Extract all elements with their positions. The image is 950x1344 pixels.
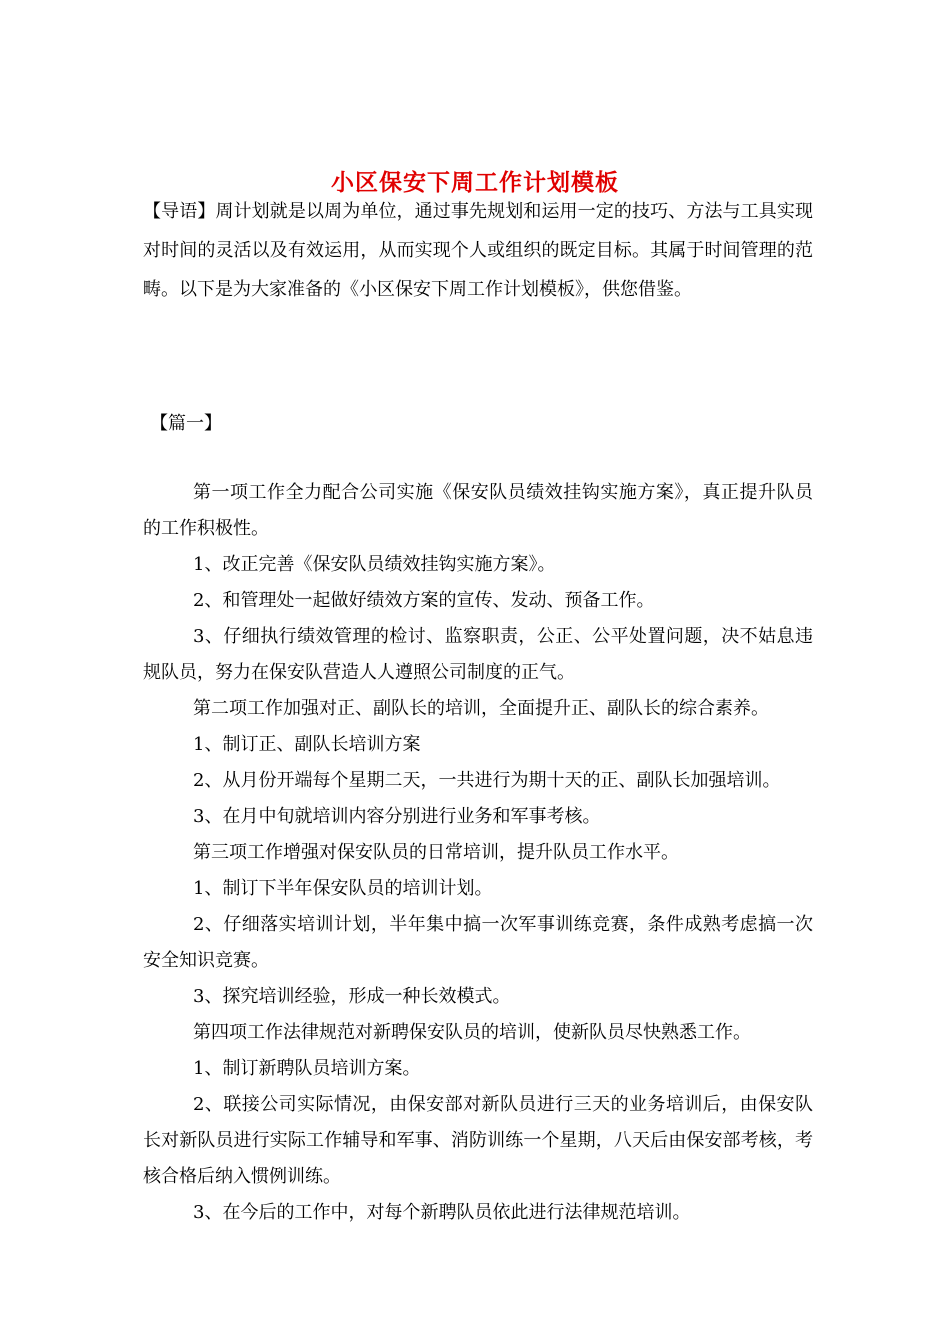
intro-paragraph: 【导语】周计划就是以周为单位，通过事先规划和运用一定的技巧、方法与工具实现对时间的灵活以及有效运用，从而实现个人或组织的既定目标。其属于时间管理的范畴。以下是为大家准备的《小区保安下周工作计划模板》，供您借鉴。 <box>143 201 813 300</box>
paragraph: 3、在今后的工作中，对每个新聘队员依此进行法律规范培训。 <box>193 1202 691 1223</box>
paragraph: 2、仔细落实培训计划，半年集中搞一次军事训练竞赛，条件成熟考虑搞一次安全知识竞赛。 <box>143 914 813 971</box>
body-text <box>143 475 813 1231</box>
paragraph: 2、和管理处一起做好绩效方案的宣传、发动、预备工作。 <box>193 590 655 611</box>
paragraph: 1、制订下半年保安队员的培训计划。 <box>193 878 493 899</box>
paragraph: 2、联接公司实际情况，由保安部对新队员进行三天的业务培训后，由保安队长对新队员进行实际工作辅导和军事、消防训练一个星期，八天后由保安部考核，考核合格后纳入惯例训练。 <box>143 1094 813 1187</box>
paragraph: 3、仔细执行绩效管理的检讨、监察职责，公正、公平处置问题，决不姑息违规队员，努力在保安队营造人人遵照公司制度的正气。 <box>143 626 813 683</box>
paragraph: 第二项工作加强对正、副队长的培训，全面提升正、副队长的综合素养。 <box>193 698 769 719</box>
paragraph: 1、制订新聘队员培训方案。 <box>193 1058 421 1079</box>
section-heading: 【篇一】 <box>150 413 222 434</box>
paragraph: 2、从月份开端每个星期二天，一共进行为期十天的正、副队长加强培训。 <box>193 770 781 791</box>
paragraph: 3、探究培训经验，形成一种长效模式。 <box>193 986 511 1007</box>
document-title: 小区保安下周工作计划模板 <box>331 169 619 197</box>
paragraph: 第三项工作增强对保安队员的日常培训，提升队员工作水平。 <box>193 842 679 863</box>
paragraph: 1、改正完善《保安队员绩效挂钩实施方案》。 <box>193 554 556 575</box>
paragraph: 1、制订正、副队长培训方案 <box>193 734 421 755</box>
paragraph: 3、在月中旬就培训内容分别进行业务和军事考核。 <box>193 806 601 827</box>
paragraph: 第一项工作全力配合公司实施《保安队员绩效挂钩实施方案》，真正提升队员的工作积极性。 <box>143 482 813 539</box>
paragraph: 第四项工作法律规范对新聘保安队员的培训，使新队员尽快熟悉工作。 <box>193 1022 751 1043</box>
